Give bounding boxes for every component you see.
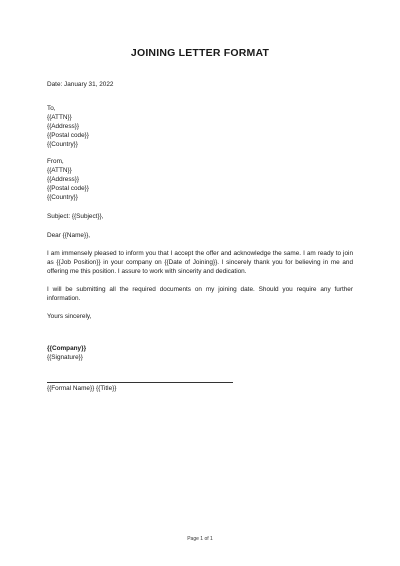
formal-name-title: {{Formal Name}} {{Title}} — [47, 385, 117, 392]
closing-block — [47, 312, 353, 321]
date-line: Date: January 31, 2022 — [47, 81, 114, 88]
signature-line — [47, 382, 233, 383]
from-postal-code: {{Postal code}} — [47, 185, 89, 192]
sender-address-block — [47, 157, 353, 202]
salutation: Dear {{Name}}, — [47, 232, 90, 239]
to-attn: {{ATTN}} — [47, 114, 72, 121]
from-label: From, — [47, 158, 64, 165]
recipient-address-block — [47, 104, 353, 149]
signature-block — [47, 344, 353, 362]
to-postal-code: {{Postal code}} — [47, 132, 89, 139]
formal-name-block — [47, 384, 353, 393]
subject-line: Subject: {{Subject}}, — [47, 213, 104, 220]
from-address: {{Address}} — [47, 176, 79, 183]
document-title: JOINING LETTER FORMAT — [130, 47, 270, 59]
closing: Yours sincerely, — [47, 313, 92, 320]
from-attn: {{ATTN}} — [47, 167, 72, 174]
salutation-block — [47, 231, 353, 240]
from-country: {{Country}} — [47, 194, 78, 201]
subject-block — [47, 212, 353, 221]
body-paragraph-1: I am immensely pleased to inform you that I accept the offer and acknowledge the same. I am ready to join as {{Job Position}} in your company on {{Date of Joining}}. I sincerely thank you for believing in me and offering me this position. I assure to work with sincerity and dedication. — [47, 250, 353, 275]
to-country: {{Country}} — [47, 141, 78, 148]
date-block — [47, 80, 353, 89]
to-label: To, — [47, 105, 56, 112]
to-address: {{Address}} — [47, 123, 79, 130]
page-number: Page 1 of 1 — [187, 536, 213, 542]
body-paragraph-2: I will be submitting all the required documents on my joining date. Should you require any further information. — [47, 286, 353, 302]
signature-placeholder: {{Signature}} — [47, 354, 83, 361]
company-name: {{Company}} — [47, 345, 87, 352]
